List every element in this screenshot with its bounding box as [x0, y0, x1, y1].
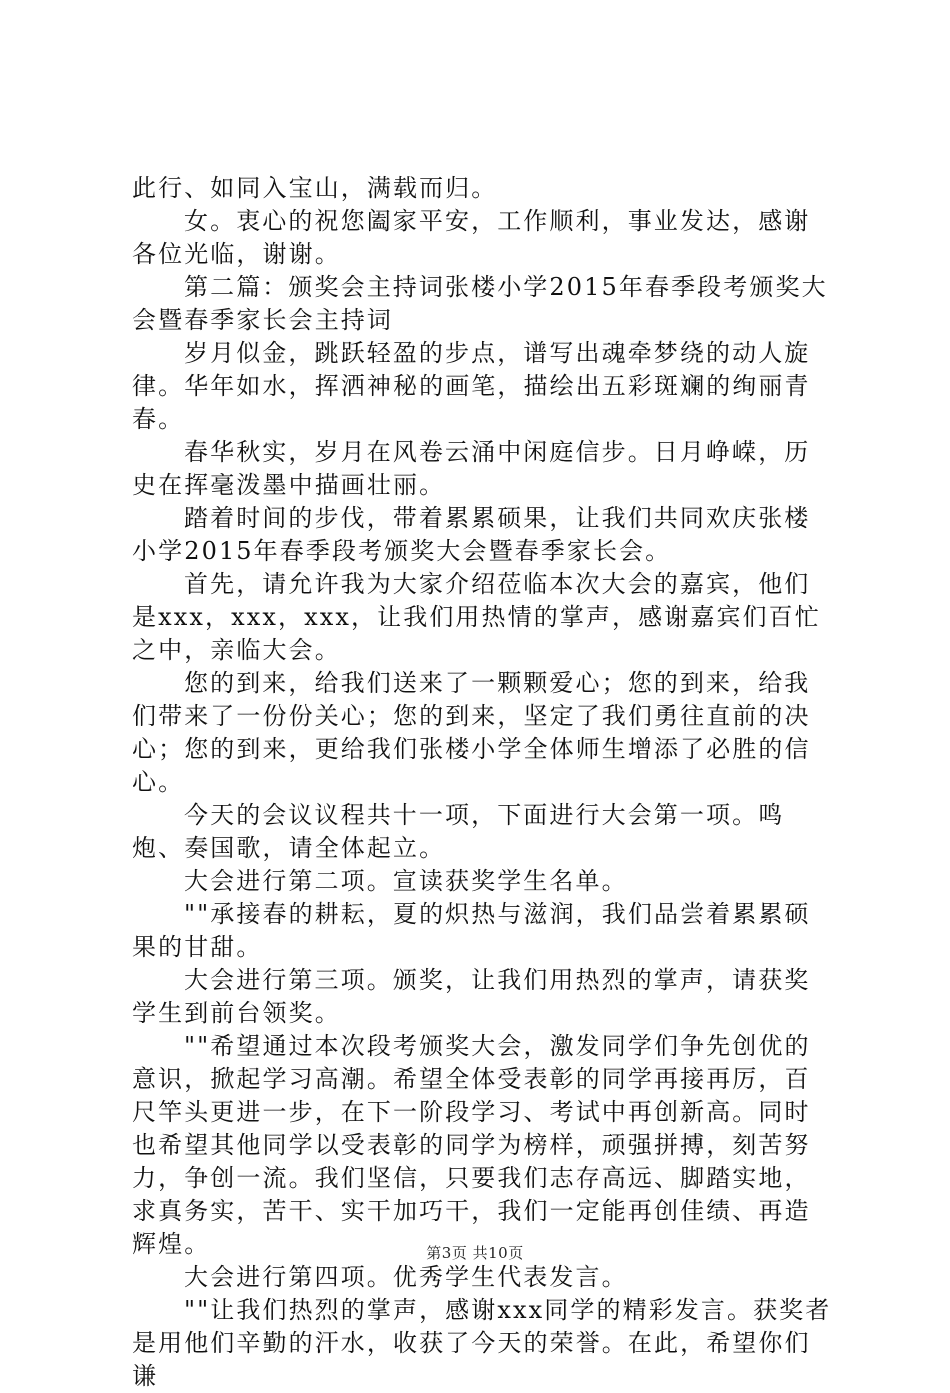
- paragraph-7: 首先，请允许我为大家介绍莅临本次大会的嘉宾，他们是xxx，xxx，xxx，让我们用热情的掌声，感谢嘉宾们百忙之中，亲临大会。: [132, 570, 821, 664]
- paragraph-4: 岁月似金，跳跃轻盈的步点，谱写出魂牵梦绕的动人旋律。华年如水，挥洒神秘的画笔，描绘出五彩斑斓的绚丽青春。: [132, 339, 811, 433]
- document-body: [132, 172, 832, 1393]
- paragraph-9: 今天的会议议程共十一项，下面进行大会第一项。鸣炮、奏国歌，请全体起立。: [132, 801, 785, 862]
- paragraph-12: 大会进行第三项。颁奖，让我们用热烈的掌声，请获奖学生到前台领奖。: [132, 966, 811, 1027]
- paragraph-8: 您的到来，给我们送来了一颗颗爱心；您的到来，给我们带来了一份份关心；您的到来，坚定了我们勇往直前的决心；您的到来，更给我们张楼小学全体师生增添了必胜的信心。: [132, 669, 811, 796]
- paragraph-3: 第二篇：颁奖会主持词张楼小学2015年春季段考颁奖大会暨春季家长会主持词: [132, 273, 828, 334]
- page-number-label: 第3页 共10页: [426, 1244, 524, 1262]
- paragraph-6: 踏着时间的步伐，带着累累硕果，让我们共同欢庆张楼小学2015年春季段考颁奖大会暨春季家长会。: [132, 504, 811, 565]
- paragraph-11: ""承接春的耕耘，夏的炽热与滋润，我们品尝着累累硕果的甘甜。: [132, 900, 811, 961]
- page-footer: [0, 1242, 950, 1263]
- paragraph-15: ""让我们热烈的掌声，感谢xxx同学的精彩发言。获奖者是用他们辛勤的汗水，收获了今天的荣誉。在此，希望你们谦: [132, 1296, 832, 1390]
- paragraph-5: 春华秋实，岁月在风卷云涌中闲庭信步。日月峥嵘，历史在挥毫泼墨中描画壮丽。: [132, 438, 811, 499]
- paragraph-1: 此行、如同入宝山，满载而归。: [132, 174, 498, 202]
- paragraph-14: 大会进行第四项。优秀学生代表发言。: [184, 1263, 628, 1291]
- paragraph-10: 大会进行第二项。宣读获奖学生名单。: [184, 867, 628, 895]
- paragraph-13: ""希望通过本次段考颁奖大会，激发同学们争先创优的意识，掀起学习高潮。希望全体受表彰的同学再接再厉，百尺竿头更进一步，在下一阶段学习、考试中再创新高。同时也希望其他同学以受表彰的同学为榜样，顽强拼搏，刻苦努力，争创一流。我们坚信，只要我们志存高远、脚踏实地，求真务实，苦干、实干加巧干，我们一定能再创佳绩、再造辉煌。: [132, 1032, 811, 1258]
- paragraph-2: 女。衷心的祝您阖家平安，工作顺利，事业发达，感谢各位光临，谢谢。: [132, 207, 811, 268]
